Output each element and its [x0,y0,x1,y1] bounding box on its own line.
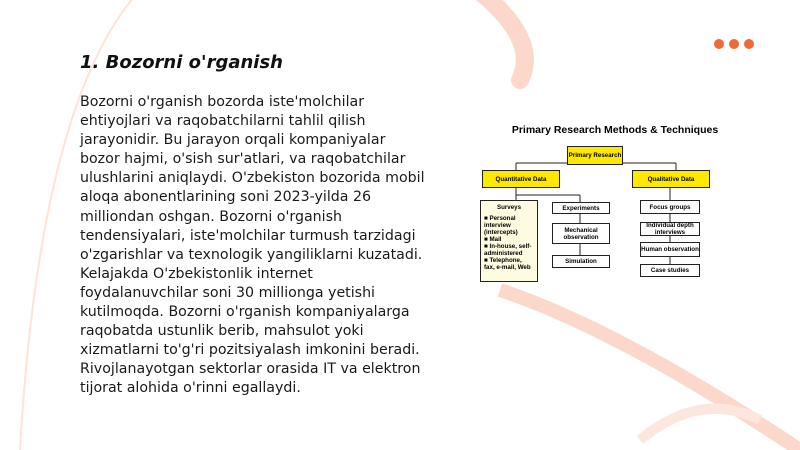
dot-icon [714,39,724,49]
survey-item: ■ Personal interview (intercepts) [484,215,518,236]
survey-item: ■ In-house, self-administered [484,243,532,257]
qualitative-data-box: Qualitative Data [632,170,710,188]
survey-item: ■ Telephone, fax, e-mail, Web [484,257,531,271]
surveys-title: Surveys [496,204,522,211]
dot-icon [729,39,739,49]
human-observation-box: Human observation [640,242,700,257]
mechanical-observation-box: Mechanical observation [552,223,610,244]
research-methods-diagram [470,118,760,293]
surveys-box [480,200,538,282]
slide-title: 1. Bozorni o'rganish [80,52,283,73]
simulation-box: Simulation [552,255,610,268]
focus-groups-box: Focus groups [640,200,700,214]
primary-research-box: Primary Research [567,146,623,165]
case-studies-box: Case studies [640,264,700,277]
dot-icon [744,39,754,49]
experiments-box: Experiments [552,202,610,214]
survey-item: ■ Mail [484,236,502,243]
slide-dots [714,39,754,49]
diagram-title: Primary Research Methods & Techniques [511,124,719,136]
slide-body: Bozorni o'rganish bozorda iste'molchilar ehtiyojlari va raqobatchilarni tahlil qilish jarayonidir. Bu jarayon orqali kompaniyalar bozor hajmi, o'sish sur'atlari, va raqobatchilar ulushlarini aniqlaydi. O'zbekiston bozorida mobil aloqa abonentlarining soni 2023-yilda 26 milliondan oshgan. Bozorni o'rganish tendensiyalari, iste'molchilar turmush tarzidagi o'zgarishlar va texnologik yangiliklarni kuzatadi. Kelajakda O'zbekistonlik internet foydalanuvchilar soni 30 millionga yetishi kutilmoqda. Bozorni o'rganish kompaniyalarga raqobatda ustunlik berib, mahsulot yoki xizmatlarni to'g'ri pozitsiyalash imkonini beradi. Rivojlanayotgan sektorlar orasida IT va elektron tijorat alohida o'rinni egallaydi. [80,94,425,397]
quantitative-data-box: Quantitative Data [482,170,560,188]
individual-depth-interviews-box: Individual depth interviews [640,222,700,236]
